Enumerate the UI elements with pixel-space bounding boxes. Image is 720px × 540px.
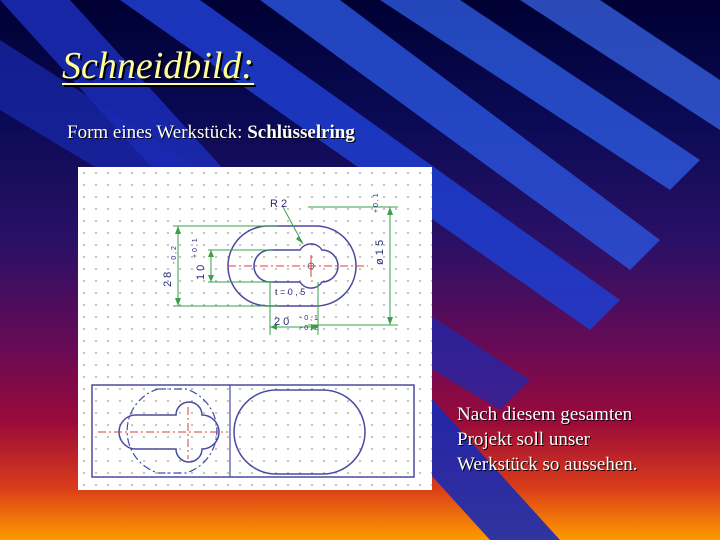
width-dimension: 2 0 [274, 316, 290, 328]
diameter-tolerance: + 0 , 1 [373, 193, 380, 213]
subtitle-prefix: Form eines Werkstück: [67, 122, 248, 143]
caption-line-3: Werkstück so aussehen. [457, 454, 638, 475]
thickness-label: t = 0 , 5 [275, 287, 306, 297]
drawing-canvas [78, 167, 432, 490]
subtitle-bold: Schlüsselring [247, 122, 355, 143]
grid-dots [78, 167, 432, 490]
height-dimension: 2 8 [162, 271, 174, 287]
radius-dimension: R 2 [270, 198, 288, 210]
caption-line-2: Projekt soll unser [457, 429, 590, 450]
technical-drawing [78, 167, 432, 490]
inner-height-dimension: 1 0 [195, 264, 207, 280]
slide-title: Schneidbild: [62, 45, 255, 87]
caption-line-1: Nach diesem gesamten [457, 404, 633, 425]
inner-height-tolerance: + 0 , 1 [192, 238, 199, 258]
diameter-dimension: ø 1 5 [374, 239, 386, 265]
height-tolerance: - 0 , 2 [171, 246, 178, 264]
slide-subtitle [67, 122, 355, 144]
slide-caption [457, 402, 712, 477]
width-tolerance-bottom: - 0 , 2 [300, 325, 318, 332]
width-tolerance-top: - 0 , 1 [300, 315, 318, 322]
